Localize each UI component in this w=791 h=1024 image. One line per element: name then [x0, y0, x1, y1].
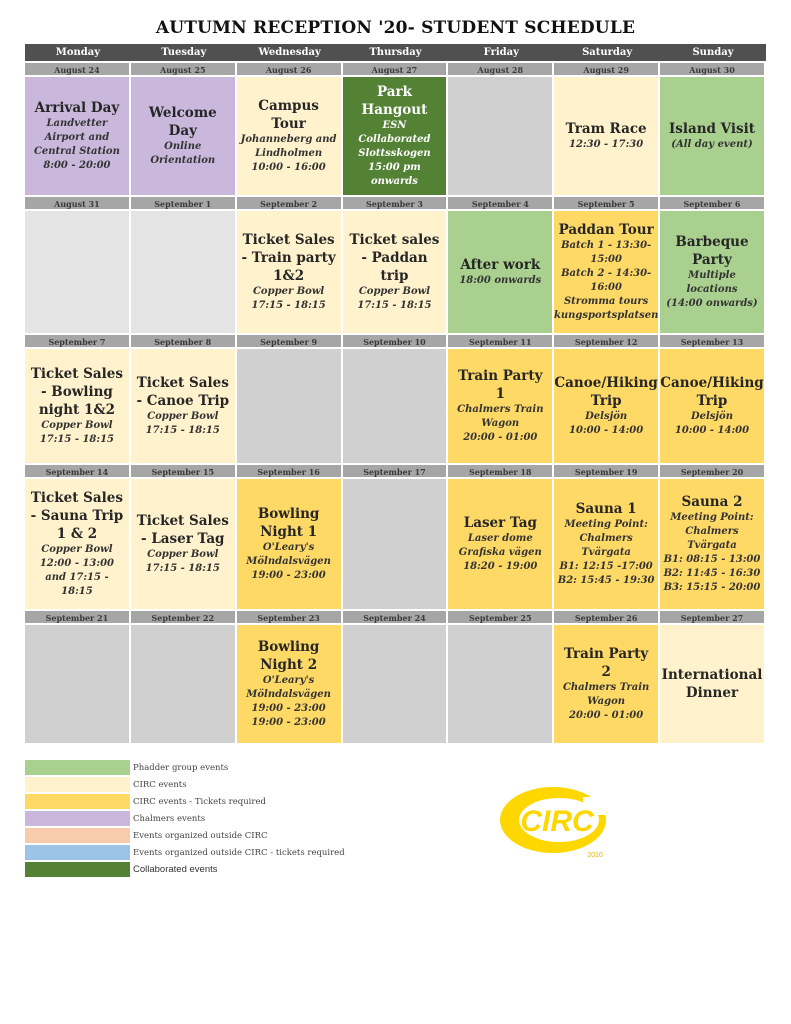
legend-item	[25, 844, 345, 861]
event-detail: Copper Bowl	[41, 420, 113, 431]
event-detail: B1: 08:15 - 13:00	[663, 554, 761, 565]
date-label: September 3	[343, 195, 449, 209]
event-cell	[237, 75, 343, 195]
date-label: September 10	[343, 333, 449, 347]
event-title: Bowling Night 1	[257, 506, 320, 540]
event-title: Ticket sales - Paddan trip	[349, 232, 440, 284]
date-label: September 26	[554, 609, 660, 623]
legend-swatch	[25, 811, 130, 826]
legend-label: Events organized outside CIRC - tickets required	[133, 847, 345, 858]
day-header: Saturday	[582, 47, 633, 58]
event-title: Laser Tag	[463, 515, 537, 531]
event-title: Island Visit	[668, 121, 756, 137]
event-detail: Copper Bowl	[147, 411, 219, 422]
event-detail: 18:20 - 19:00	[463, 561, 538, 572]
event-cell	[660, 75, 766, 195]
event-detail: Stromma tours kungsportsplatsen	[554, 296, 659, 321]
event-detail: (All day event)	[671, 139, 753, 150]
date-label: September 22	[131, 609, 237, 623]
date-label: August 31	[25, 195, 131, 209]
date-row	[25, 463, 766, 477]
event-title: Tram Race	[565, 121, 647, 137]
event-detail: Chalmers Train Wagon	[457, 404, 544, 429]
event-row	[25, 209, 766, 333]
legend-item	[25, 810, 345, 827]
event-title: International Dinner	[661, 667, 763, 701]
event-detail: 15:00 pm onwards	[368, 162, 421, 187]
event-detail: 19:00 - 23:00	[251, 570, 326, 581]
date-label: September 2	[237, 195, 343, 209]
event-cell	[25, 75, 131, 195]
date-label: September 21	[25, 609, 131, 623]
event-detail: 10:00 - 14:00	[674, 425, 750, 436]
event-title: Welcome Day	[148, 105, 217, 139]
day-header-row	[25, 44, 766, 61]
event-cell	[448, 477, 554, 609]
date-label: September 19	[554, 463, 660, 477]
date-label: September 8	[131, 333, 237, 347]
event-title: Ticket Sales - Train party 1&2	[241, 232, 336, 284]
event-cell	[660, 477, 766, 609]
date-label: September 16	[237, 463, 343, 477]
event-cell	[343, 209, 449, 333]
empty-cell	[343, 477, 449, 609]
event-title: Arrival Day	[34, 100, 120, 116]
empty-cell	[343, 347, 449, 463]
event-cell	[554, 477, 660, 609]
event-detail: Copper Bowl	[41, 544, 113, 555]
event-detail: 20:00 - 01:00	[463, 432, 538, 443]
week-block	[25, 609, 766, 743]
event-detail: ESN Collaborated	[358, 120, 431, 145]
event-title: Campus Tour	[258, 98, 319, 132]
event-detail: Batch 1 - 13:30-15:00	[561, 240, 652, 265]
event-detail: Batch 2 - 14:30-16:00	[561, 268, 652, 293]
event-detail: 12:00 - 13:00 and 17:15 - 18:15	[39, 558, 114, 597]
date-label: August 28	[448, 61, 554, 75]
empty-cell	[25, 623, 131, 743]
event-detail: O'Leary's Mölndalsvägen	[246, 675, 331, 700]
event-title: Sauna 2	[681, 494, 743, 510]
day-header: Tuesday	[161, 47, 207, 58]
event-detail: 17:15 - 18:15	[357, 300, 432, 311]
event-detail: 10:00 - 14:00	[569, 425, 644, 436]
event-cell	[237, 623, 343, 743]
date-label: September 23	[237, 609, 343, 623]
event-row	[25, 477, 766, 609]
event-cell	[660, 623, 766, 743]
date-label: September 5	[554, 195, 660, 209]
event-title: Ticket Sales - Sauna Trip 1 & 2	[30, 490, 124, 542]
event-detail: B2: 11:45 - 16:30	[663, 568, 761, 579]
event-detail: B3: 15:15 - 20:00	[663, 582, 761, 593]
date-label: September 1	[131, 195, 237, 209]
event-row	[25, 347, 766, 463]
date-label: September 13	[660, 333, 766, 347]
event-row	[25, 623, 766, 743]
event-detail: 20:00 - 01:00	[569, 710, 644, 721]
date-row	[25, 195, 766, 209]
event-detail: 17:15 - 18:15	[251, 300, 326, 311]
event-detail: Slottsskogen	[358, 148, 431, 159]
event-detail: Meeting Point: Chalmers Tvärgata	[564, 519, 648, 558]
week-block	[25, 333, 766, 463]
legend-item	[25, 759, 345, 776]
date-label: September 17	[343, 463, 449, 477]
date-row	[25, 333, 766, 347]
date-label: September 4	[448, 195, 554, 209]
event-cell	[554, 209, 660, 333]
date-label: September 12	[554, 333, 660, 347]
date-label: August 29	[554, 61, 660, 75]
event-detail: 12:30 - 17:30	[569, 139, 644, 150]
week-block	[25, 463, 766, 609]
event-title: Barbeque Party	[675, 234, 749, 268]
event-title: Canoe/Hiking Trip	[554, 375, 658, 409]
event-cell	[448, 209, 554, 333]
event-title: Paddan Tour	[558, 222, 654, 238]
legend-swatch	[25, 828, 130, 843]
event-title: Park Hangout	[361, 84, 428, 118]
date-label: August 24	[25, 61, 131, 75]
event-title: Ticket Sales - Canoe Trip	[136, 375, 230, 409]
event-detail: Copper Bowl	[252, 286, 325, 297]
date-label: September 7	[25, 333, 131, 347]
event-detail: Copper Bowl	[358, 286, 431, 297]
event-cell	[343, 75, 449, 195]
event-detail: Meeting Point: Chalmers Tvärgata	[670, 512, 754, 551]
schedule-grid	[25, 44, 766, 743]
event-detail: Multiple locations	[686, 270, 738, 295]
empty-cell	[448, 623, 554, 743]
event-title: Train Party 1	[458, 368, 543, 402]
event-detail: O'Leary's Mölndalsvägen	[246, 542, 331, 567]
event-cell	[237, 209, 343, 333]
circ-logo	[497, 783, 609, 863]
event-cell	[131, 347, 237, 463]
event-detail: 8:00 - 20:00	[43, 160, 111, 171]
legend-item	[25, 793, 345, 810]
event-cell	[554, 75, 660, 195]
date-row	[25, 61, 766, 75]
event-detail: Johanneberg and Lindholmen	[240, 134, 337, 159]
event-detail: Landvetter Airport and Central Station	[33, 118, 120, 157]
event-cell	[25, 347, 131, 463]
event-title: After work	[460, 257, 541, 273]
event-title: Train Party 2	[563, 646, 649, 680]
event-detail: Chalmers Train Wagon	[562, 682, 650, 707]
legend-label: Chalmers events	[133, 813, 206, 824]
empty-cell	[448, 75, 554, 195]
date-label: September 9	[237, 333, 343, 347]
date-label: September 14	[25, 463, 131, 477]
empty-cell	[25, 209, 131, 333]
event-detail: 17:15 - 18:15	[145, 563, 220, 574]
event-cell	[660, 347, 766, 463]
legend-label: Phadder group events	[133, 762, 229, 773]
legend-label: CIRC events	[133, 779, 187, 790]
legend-item	[25, 861, 345, 878]
event-detail: B2: 15:45 - 19:30	[557, 575, 655, 586]
event-cell	[131, 75, 237, 195]
day-header: Sunday	[692, 47, 734, 58]
legend-swatch	[25, 862, 130, 877]
empty-cell	[343, 623, 449, 743]
date-label: September 27	[660, 609, 766, 623]
event-detail: Delsjön	[690, 411, 733, 422]
event-detail: 18:00 onwards	[459, 275, 542, 286]
event-detail: (14:00 onwards)	[666, 298, 758, 309]
event-title: Canoe/Hiking Trip	[660, 375, 764, 409]
event-cell	[237, 477, 343, 609]
event-detail: 17:15 - 18:15	[39, 434, 114, 445]
event-detail: Online Orientation	[150, 141, 216, 166]
day-header: Monday	[55, 47, 101, 58]
legend-item	[25, 827, 345, 844]
legend-label: CIRC events - Tickets required	[133, 796, 266, 807]
event-detail: Laser dome Grafiska vägen	[458, 533, 542, 558]
date-row	[25, 609, 766, 623]
empty-cell	[131, 209, 237, 333]
legend-swatch	[25, 760, 130, 775]
event-detail: Delsjön	[585, 411, 628, 422]
event-row	[25, 75, 766, 195]
day-header: Thursday	[369, 47, 422, 58]
date-label: September 11	[448, 333, 554, 347]
empty-cell	[237, 347, 343, 463]
empty-cell	[131, 623, 237, 743]
weeks-container	[25, 61, 766, 743]
day-header: Friday	[483, 47, 519, 58]
event-title: Bowling Night 2	[257, 639, 320, 673]
date-label: August 30	[660, 61, 766, 75]
event-detail: 10:00 - 16:00	[251, 162, 326, 173]
event-title: Ticket Sales - Laser Tag	[136, 513, 229, 547]
date-label: September 15	[131, 463, 237, 477]
event-detail: 17:15 - 18:15	[145, 425, 220, 436]
legend-swatch	[25, 845, 130, 860]
legend-swatch	[25, 794, 130, 809]
week-block	[25, 195, 766, 333]
legend-item	[25, 776, 345, 793]
date-label: September 24	[343, 609, 449, 623]
legend	[25, 759, 345, 878]
date-label: August 27	[343, 61, 449, 75]
legend-label: Collaborated events	[133, 864, 218, 875]
page-title: AUTUMN RECEPTION '20- STUDENT SCHEDULE	[155, 18, 636, 38]
legend-label: Events organized outside CIRC	[133, 830, 268, 841]
legend-swatch	[25, 777, 130, 792]
event-title: Sauna 1	[575, 501, 637, 517]
event-cell	[25, 477, 131, 609]
date-label: August 26	[237, 61, 343, 75]
date-label: September 18	[448, 463, 554, 477]
logo-text: CIRC	[520, 805, 594, 838]
date-label: September 25	[448, 609, 554, 623]
event-detail: B1: 12:15 -17:00	[559, 561, 653, 572]
day-header: Wednesday	[258, 47, 321, 58]
date-label: September 20	[660, 463, 766, 477]
event-cell	[554, 623, 660, 743]
date-label: August 25	[131, 61, 237, 75]
event-cell	[131, 477, 237, 609]
event-cell	[554, 347, 660, 463]
date-label: September 6	[660, 195, 766, 209]
logo-year: 2010	[587, 852, 603, 859]
event-cell	[448, 347, 554, 463]
week-block	[25, 61, 766, 195]
event-detail: 19:00 - 23:00	[251, 717, 326, 728]
event-cell	[660, 209, 766, 333]
event-title: Ticket Sales - Bowling night 1&2	[30, 366, 123, 418]
event-detail: 19:00 - 23:00	[251, 703, 326, 714]
event-detail: Copper Bowl	[147, 549, 219, 560]
